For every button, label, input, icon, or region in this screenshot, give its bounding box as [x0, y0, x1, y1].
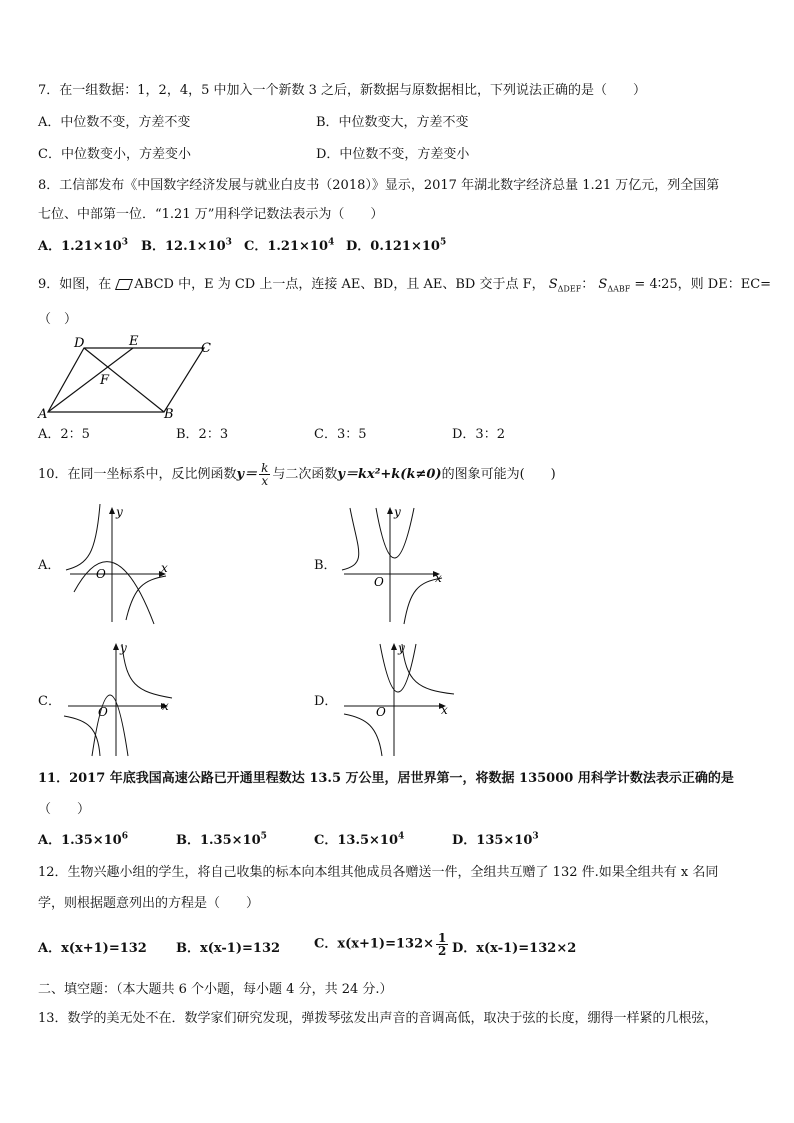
origin-label: O [96, 567, 106, 581]
y-axis-label: y [398, 641, 405, 655]
x-axis-label: x [161, 561, 168, 575]
hyperbola-branch-upper-left [66, 504, 100, 570]
q8-option-c: C．$1.21\times 10^4$ [244, 237, 335, 254]
q10-option-d-label: D． [314, 694, 338, 709]
q7-option-d: D．中位数不变，方差变小 [316, 147, 470, 162]
label-b: B [164, 407, 174, 420]
origin-label: O [98, 705, 108, 719]
y-axis-arrow-icon [109, 507, 115, 514]
q7-option-b: B．中位数变大，方差不变 [316, 115, 469, 130]
q8-stem-line1: 8．工信部发布《中国数字经济发展与就业白皮书（2018）》显示，2017 年湖北数字经济总量 1.21 万亿元，列全国第 [38, 178, 720, 193]
y-axis-label: y [116, 505, 123, 519]
q12-stem-line2: 学，则根据题意列出的方程是（ ） [38, 896, 260, 911]
q12-option-c: C．x(x+1)=132× $\frac{1}{2}$ [314, 931, 447, 958]
q11-option-c: C．$13.5\times 10^4$ [314, 831, 405, 848]
y-axis-arrow-icon [391, 643, 397, 650]
y-axis-label: y [120, 641, 127, 655]
hyperbola-branch-lower-left [64, 716, 100, 756]
q12-option-a: A．x(x+1)=132 [38, 941, 147, 956]
x-axis-label: x [162, 699, 169, 713]
fraction-k-over-x: $\frac{k}{x}$ [261, 461, 269, 488]
q8-option-d: D．$0.121\times 10^5$ [346, 237, 447, 254]
parabola-curve [74, 562, 154, 624]
q7-stem: 7．在一组数据：1，2，4，5 中加入一个新数 3 之后，新数据与原数据相比，下列说法正确的是（ ） [38, 83, 647, 98]
q12-stem-line1: 12．生物兴趣小组的学生，将自己收集的标本向本组其他成员各赠送一件，全组共互赠了 132 件.如果全组共有 x 名同 [38, 865, 719, 880]
fraction-one-half: $\frac{1}{2}$ [438, 931, 447, 958]
q10-graph-a [62, 504, 172, 626]
q10-option-a-label: A． [38, 558, 61, 573]
q10-option-c-label: C． [38, 694, 61, 709]
label-c: C [201, 341, 211, 356]
q11-option-b: B．$1.35\times 10^5$ [176, 831, 267, 848]
label-d: D [74, 336, 85, 351]
q9-option-b: B．2：3 [176, 427, 229, 442]
label-f: F [100, 373, 110, 388]
q9-option-c: C．3：5 [314, 427, 367, 442]
q13-stem: 13．数学的美无处不在．数学家们研究发现，弹拨琴弦发出声音的音调高低，取决于弦的长度，绷得一样紧的几根弦， [38, 1011, 718, 1026]
q9-option-a: A．2：5 [38, 427, 90, 442]
y-axis-label: y [394, 505, 401, 519]
q10-graph-c [62, 640, 182, 760]
x-axis-label: x [435, 571, 442, 585]
section-2-heading: 二、填空题：（本大题共 6 个小题，每小题 4 分，共 24 分.） [38, 982, 393, 997]
segment-ae [48, 348, 133, 412]
origin-label: O [374, 575, 384, 589]
hyperbola-branch-upper-right [402, 644, 454, 694]
y-axis-arrow-icon [113, 643, 119, 650]
q12-option-d: D．x(x-1)=132×2 [452, 941, 577, 956]
hyperbola-branch-lower-right [126, 576, 166, 620]
q9-parallelogram-figure [36, 334, 226, 420]
x-axis-label: x [441, 703, 448, 717]
label-e: E [129, 334, 139, 349]
q7-option-a: A．中位数不变，方差不变 [38, 115, 191, 130]
q11-paren: （ ） [38, 802, 91, 817]
label-a: A [38, 407, 48, 420]
q12-option-b: B．x(x-1)=132 [176, 941, 281, 956]
q10-option-b-label: B． [314, 558, 337, 573]
q7-option-c: C．中位数变小，方差变小 [38, 147, 191, 162]
q11-option-a: A．$1.35\times 10^6$ [38, 831, 128, 848]
y-axis-arrow-icon [387, 507, 393, 514]
parallelogram-abcd [48, 348, 204, 412]
q10-graph-d [338, 640, 458, 760]
hyperbola-branch-upper-right [122, 644, 172, 698]
q9-stem: 9．如图，在 ABCD 中，E 为 CD 上一点，连接 AE、BD，且 AE、BD 交于点 F， $S_{\Delta DEF}$： $S_{\Delta ABF}$ = 4∶25，则 DE：EC= [38, 277, 772, 294]
q10-graph-b [338, 504, 448, 626]
q10-stem: 10．在同一坐标系中，反比例函数y＝ $\frac{k}{x}$ 与二次函数y＝kx²+k(k≠0)的图象可能为( ) [38, 461, 556, 488]
q11-stem: 11．2017 年底我国高速公路已开通里程数达 13.5 万公里，居世界第一，将数据 135000 用科学计数法表示正确的是 [38, 771, 734, 786]
hyperbola-branch-lower-left [344, 714, 382, 756]
parallelogram-symbol [115, 279, 133, 290]
q11-option-d: D．$135\times 10^3$ [452, 831, 539, 848]
q8-stem-line2: 七位、中部第一位．“1.21 万”用科学记数法表示为（ ） [38, 207, 384, 222]
hyperbola-branch-upper-left [342, 508, 359, 570]
origin-label: O [376, 705, 386, 719]
q9-paren: （ ） [38, 312, 78, 327]
segment-bd [84, 348, 164, 412]
q8-option-b: B．$12.1\times 10^3$ [141, 237, 232, 254]
q8-option-a: A．$1.21\times 10^3$ [38, 237, 128, 254]
q9-option-d: D．3：2 [452, 427, 505, 442]
